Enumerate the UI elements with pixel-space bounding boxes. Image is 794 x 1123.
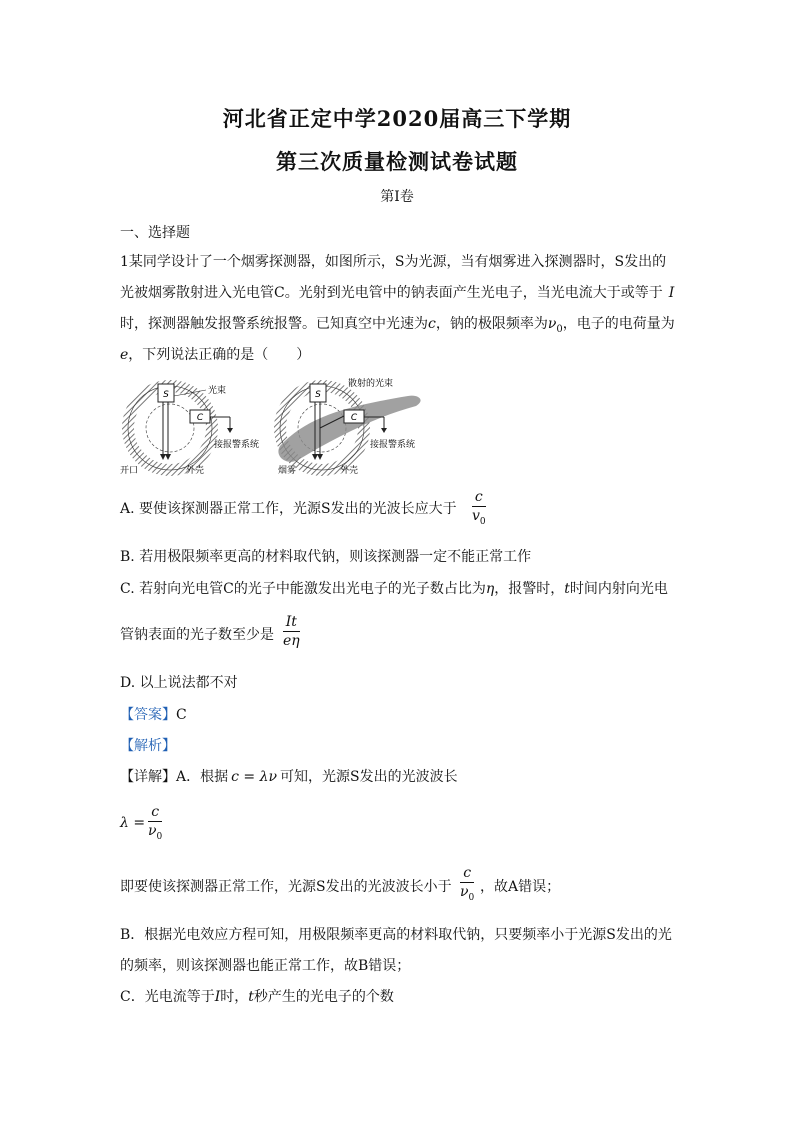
answer-label: 【答案】 [120, 707, 176, 723]
question-line-4 [120, 344, 310, 364]
option-c-text-b: ，报警时， [494, 581, 565, 597]
page-subtitle: 第三次质量检测试卷试题 [276, 149, 518, 174]
fraction-sub: 0 [156, 831, 163, 842]
source-label: S [315, 390, 321, 400]
time-var: t [248, 989, 254, 1005]
lambda-eq: λ = [120, 815, 146, 831]
analysis-c-line [120, 986, 394, 1006]
smoke-label: 烟雾 [278, 466, 297, 476]
option-a-text: A. 要使该探测器正常工作，光源S发出的光波长应大于 [120, 501, 457, 517]
current-var: I [214, 989, 221, 1005]
question-line-2-text: 光被烟雾散射进入光电管C。光射到光电管中的钠表面产生光电子，当光电流大于或等于 [120, 285, 663, 301]
speed-var: c [428, 316, 436, 332]
fraction-numerator: c [463, 865, 472, 881]
freq-sub: 0 [556, 323, 563, 335]
analysis-c-c: 秒产生的光电子的个数 [253, 989, 394, 1005]
photocell-label: C [350, 413, 358, 423]
scatter-label: 散射的光束 [348, 379, 394, 389]
option-b: B. 若用极限频率更高的材料取代钠，则该探测器一定不能正常工作 [120, 549, 532, 565]
q-line3-c: ，电子的电荷量为 [562, 316, 675, 332]
question-line-2 [120, 282, 674, 302]
analysis-b-line-2: 的频率，则该探测器也能正常工作，故B错误； [120, 958, 411, 974]
q-line3-a: 时，探测器触发报警系统报警。已知真空中光速为 [120, 316, 428, 332]
alarm-label: 接报警系统 [214, 440, 260, 450]
analysis-label: 【解析】 [120, 738, 176, 754]
fraction-denominator: ν [460, 884, 469, 900]
page-title: 河北省正定中学2020届高三下学期 [222, 106, 572, 131]
question-line-1: 1某同学设计了一个烟雾探测器，如图所示，S为光源，当有烟雾进入探测器时，S发出的 [120, 254, 667, 270]
current-var: I [668, 285, 675, 301]
lambda-fraction [148, 803, 162, 846]
fraction-numerator: It [285, 614, 297, 630]
fraction-numerator: c [151, 804, 160, 820]
smoke-detector-figure-right [268, 376, 448, 476]
option-c-line-1 [120, 578, 668, 598]
fraction-sub: 0 [468, 892, 475, 903]
opening-label: 开口 [120, 466, 139, 476]
option-c-text-a: C. 若射向光电管C的光子中能激发出光电子的光子数占比为 [120, 581, 486, 597]
fraction-denominator: ν [148, 823, 157, 839]
fraction-sub: 0 [479, 516, 486, 527]
conclusion-fraction [460, 864, 474, 907]
analysis-c-a: C．光电流等于 [120, 989, 215, 1005]
detail-label: 【详解】 [120, 769, 176, 785]
shell-label: 外壳 [340, 466, 359, 476]
fraction-denominator: v [472, 508, 480, 524]
answer-line [120, 704, 187, 724]
analysis-b-line-1: B．根据光电效应方程可知，用极限频率更高的材料取代钠，只要频率小于光源S发出的光 [120, 927, 672, 943]
beam-label: 光束 [208, 386, 227, 396]
q-line3-b: ，钠的极限频率为 [435, 316, 548, 332]
detail-a-text: A．根据 [176, 769, 229, 785]
time-var: t [564, 581, 570, 597]
eta-var: η [485, 581, 495, 597]
shell-label: 外壳 [186, 466, 205, 476]
option-d: D. 以上说法都不对 [120, 675, 238, 691]
option-a-fraction [472, 488, 486, 531]
section-heading: 一、选择题 [120, 225, 190, 241]
source-label: S [163, 390, 169, 400]
conclusion-a-end: ，故A错误； [480, 879, 561, 895]
conclusion-a-text: 即要使该探测器正常工作，光源S发出的光波波长小于 [120, 879, 452, 895]
detail-line-a [120, 766, 458, 786]
analysis-c-b: 时， [220, 989, 249, 1005]
detail-a2-text: 可知，光源S发出的光波波长 [279, 769, 458, 785]
smoke-detector-figure-left [118, 376, 280, 476]
question-line-3 [120, 313, 675, 335]
charge-var: e [120, 347, 129, 363]
fraction-numerator: c [474, 489, 483, 505]
option-a [120, 498, 457, 518]
volume-label: 第I卷 [380, 189, 414, 205]
freq-var: ν [547, 316, 557, 332]
photocell-label: C [196, 413, 204, 423]
option-c-line-2: 管钠表面的光子数至少是 [120, 627, 274, 643]
conclusion-a [120, 876, 452, 896]
fraction-denominator: eη [283, 633, 300, 649]
formula: c = λν [231, 769, 277, 785]
alarm-label: 接报警系统 [370, 440, 416, 450]
option-c-text-c: 时间内射向光电 [569, 581, 668, 597]
q-line4-text: ，下列说法正确的是（ ） [128, 347, 311, 363]
answer-value: C [176, 707, 187, 723]
option-c-fraction [283, 613, 300, 650]
